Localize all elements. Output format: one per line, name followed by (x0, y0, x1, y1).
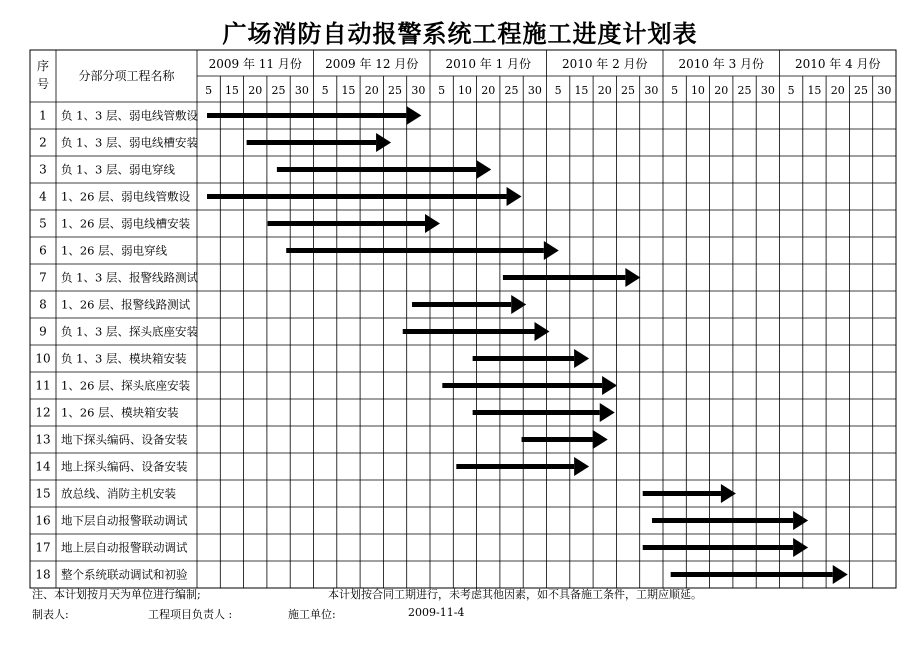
task-seq: 12 (35, 405, 51, 420)
day-tick-label: 25 (271, 84, 286, 97)
task-bar-arrowhead (574, 457, 589, 476)
month-label: 2010 年 4 月份 (794, 57, 881, 71)
task-bar-arrowhead (721, 484, 736, 503)
task-seq: 5 (39, 216, 47, 231)
day-tick-label: 20 (597, 84, 612, 97)
footer-maker: 制表人: (32, 608, 69, 621)
day-tick-label: 25 (388, 84, 403, 97)
task-bar-arrowhead (544, 241, 559, 260)
task-bar (207, 194, 507, 199)
task-name: 1、26 层、弱电线槽安装 (61, 216, 191, 231)
task-seq: 1 (39, 108, 47, 123)
day-tick-label: 20 (364, 84, 379, 97)
day-tick-label: 20 (830, 84, 845, 97)
task-bar (247, 140, 376, 145)
task-name: 地下探头编码、设备安装 (61, 432, 188, 447)
task-name: 负 1、3 层、弱电线槽安装 (61, 135, 198, 150)
day-tick-label: 20 (248, 84, 263, 97)
month-label: 2009 年 11 月份 (208, 57, 302, 71)
task-bar (207, 113, 406, 118)
task-bar (412, 302, 511, 307)
task-seq: 18 (35, 567, 51, 582)
day-tick-label: 25 (504, 84, 519, 97)
task-seq: 6 (39, 243, 47, 258)
month-label: 2009 年 12 月份 (325, 57, 419, 71)
task-name: 1、26 层、模块箱安装 (61, 405, 179, 420)
task-name: 1、26 层、弱电线管敷设 (61, 189, 191, 204)
task-bar-arrowhead (574, 349, 589, 368)
task-seq: 9 (39, 324, 47, 339)
task-seq: 17 (35, 540, 51, 555)
task-name: 地下层自动报警联动调试 (61, 513, 188, 528)
task-bar-arrowhead (625, 268, 640, 287)
task-name: 负 1、3 层、模块箱安装 (61, 351, 187, 366)
task-bar (671, 572, 833, 577)
task-bar (268, 221, 425, 226)
task-name: 1、26 层、弱电穿线 (61, 243, 168, 258)
task-bar-arrowhead (476, 160, 491, 179)
day-tick-label: 30 (411, 84, 426, 97)
day-tick-label: 30 (877, 84, 892, 97)
day-tick-label: 5 (438, 84, 446, 97)
header-seq-label: 号 (36, 77, 50, 91)
day-tick-label: 30 (294, 84, 309, 97)
day-tick-label: 15 (224, 84, 239, 97)
day-tick-label: 30 (644, 84, 659, 97)
task-bar-arrowhead (793, 538, 808, 557)
task-bar-arrowhead (535, 322, 550, 341)
task-bar-arrowhead (406, 106, 421, 125)
task-seq: 14 (35, 459, 51, 474)
task-seq: 13 (35, 432, 51, 447)
task-bar (643, 491, 721, 496)
day-tick-label: 5 (205, 84, 213, 97)
task-name: 整个系统联动调试和初验 (61, 567, 188, 582)
task-bar (643, 545, 793, 550)
day-tick-label: 20 (481, 84, 496, 97)
task-seq: 3 (39, 162, 47, 177)
task-bar-arrowhead (793, 511, 808, 530)
task-bar (286, 248, 544, 253)
day-tick-label: 25 (737, 84, 752, 97)
header-seq-label: 序 (36, 59, 50, 73)
page-title: 广场消防自动报警系统工程施工进度计划表 (222, 19, 698, 48)
day-tick-label: 5 (671, 84, 679, 97)
day-tick-label: 5 (787, 84, 795, 97)
task-seq: 2 (39, 135, 47, 150)
task-bar (442, 383, 602, 388)
task-seq: 8 (39, 297, 47, 312)
task-seq: 16 (35, 513, 51, 528)
footer-date: 2009-11-4 (408, 606, 465, 619)
task-bar-arrowhead (833, 565, 848, 584)
header-name-label: 分部分项工程名称 (78, 69, 175, 83)
task-name: 负 1、3 层、弱电穿线 (61, 162, 175, 177)
task-bar (652, 518, 793, 523)
task-bar-arrowhead (511, 295, 526, 314)
day-tick-label: 5 (554, 84, 562, 97)
task-bar (473, 410, 600, 415)
task-seq: 11 (35, 378, 51, 393)
day-tick-label: 30 (527, 84, 542, 97)
task-name: 1、26 层、报警线路测试 (61, 297, 191, 312)
task-name: 地上探头编码、设备安装 (61, 459, 188, 474)
day-tick-label: 15 (574, 84, 589, 97)
day-tick-label: 25 (621, 84, 636, 97)
month-label: 2010 年 2 月份 (561, 57, 648, 71)
day-tick-label: 15 (807, 84, 822, 97)
task-seq: 7 (39, 270, 47, 285)
task-bar-arrowhead (602, 376, 617, 395)
task-bar (503, 275, 625, 280)
day-tick-label: 25 (854, 84, 869, 97)
task-name: 负 1、3 层、报警线路测试 (61, 270, 198, 285)
task-bar-arrowhead (593, 430, 608, 449)
task-seq: 10 (35, 351, 51, 366)
footer-manager: 工程项目负责人 : (148, 608, 233, 621)
task-bar (522, 437, 593, 442)
task-bar-arrowhead (425, 214, 440, 233)
footer-unit: 施工单位: (288, 608, 336, 621)
day-tick-label: 5 (321, 84, 329, 97)
footer-note-left: 注、本计划按月天为单位进行编制; (32, 588, 201, 601)
task-bar-arrowhead (507, 187, 522, 206)
day-tick-label: 15 (341, 84, 356, 97)
task-name: 地上层自动报警联动调试 (61, 540, 188, 555)
day-tick-label: 30 (760, 84, 775, 97)
task-bar (473, 356, 575, 361)
month-label: 2010 年 3 月份 (678, 57, 765, 71)
task-name: 放总线、消防主机安装 (61, 486, 176, 501)
month-label: 2010 年 1 月份 (445, 57, 532, 71)
day-tick-label: 10 (457, 84, 472, 97)
task-name: 负 1、3 层、探头底座安装 (61, 324, 198, 339)
task-seq: 15 (35, 486, 51, 501)
task-seq: 4 (39, 189, 47, 204)
day-tick-label: 10 (690, 84, 705, 97)
task-name: 负 1、3 层、弱电线管敷设 (61, 108, 198, 123)
day-tick-label: 20 (714, 84, 729, 97)
task-bar (277, 167, 476, 172)
task-name: 1、26 层、探头底座安装 (61, 378, 191, 393)
task-bar (456, 464, 574, 469)
task-bar (403, 329, 535, 334)
footer-note-right: 本计划按合同工期进行，未考虑其他因素，如不具备施工条件，工期应顺延。 (328, 588, 702, 601)
task-bar-arrowhead (600, 403, 615, 422)
